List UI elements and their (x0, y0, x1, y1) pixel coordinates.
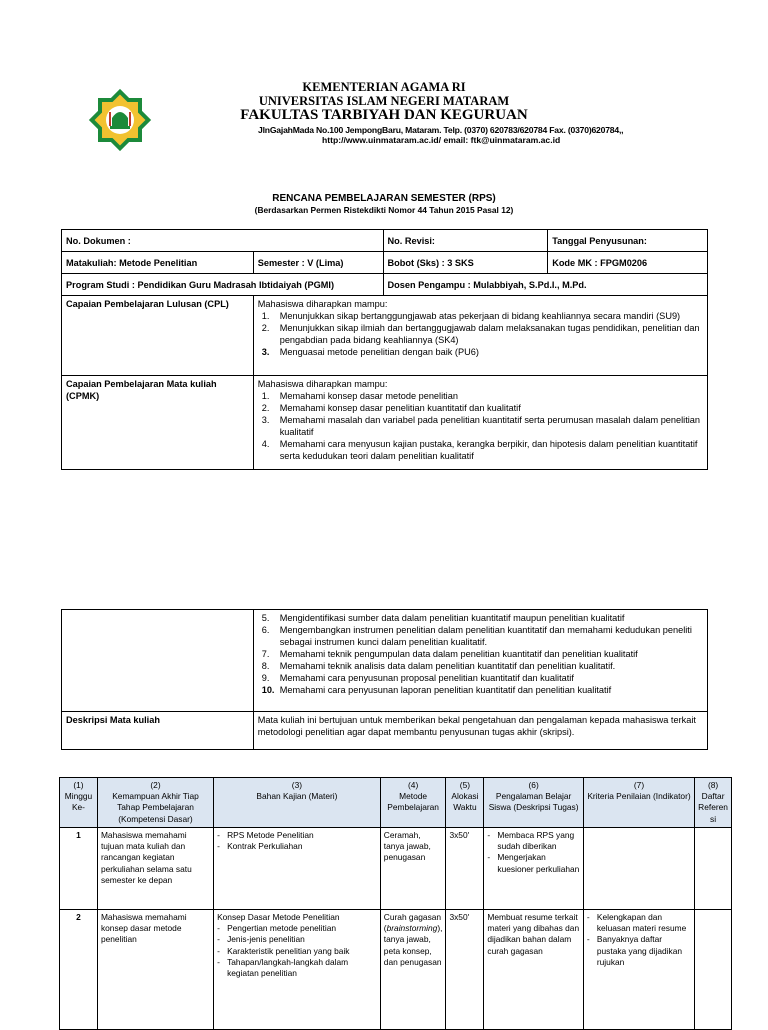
document-subtitle: (Berdasarkan Permen Ristekdikti Nomor 44 Tahun 2015 Pasal 12) (254, 205, 514, 215)
list-item: - Kelengkapan dan keluasan materi resume (586, 912, 687, 934)
header-metode: (4) Metode Pembelajaran (380, 778, 446, 828)
list-item: 2. Menunjukkan sikap ilmiah dan bertanggugjawab dalam melaksanakan tugas pendidikan, penelitian dan pengabdian pada bidang keahliannya (SK4) (261, 323, 700, 345)
alokasi-cell: 3x50' (449, 912, 470, 922)
list-item: - Banyaknya daftar pustaka yang dijadikan rujukan (586, 934, 683, 967)
dosen-pengampu-label: Dosen Pengampu : Mulabbiyah, S.Pd.I., M.Pd. (387, 279, 587, 290)
list-item: 10. Memahami cara penyusunan laporan penelitian kuantitatif dan penelitian kualitatif (261, 685, 612, 695)
cpl-list (258, 310, 703, 358)
no-revisi-label: No. Revisi: (387, 235, 435, 246)
header-kriteria: (7) Kriteria Penilaian (Indikator) (583, 778, 694, 828)
bahan-list (217, 923, 377, 979)
faculty-web: http://www.uinmataram.ac.id/ email: ftk@uinmataram.ac.id (322, 135, 561, 145)
list-item: - Jenis-jenis penelitian (217, 934, 305, 945)
course-info-table (61, 229, 708, 470)
list-item: - Karakteristik penelitian yang baik (217, 945, 350, 956)
bobot-label: Bobot (Sks) : 3 SKS (387, 257, 474, 268)
list-item: - Kontrak Perkuliahan (217, 841, 303, 852)
cpl-label: Capaian Pembelajaran Lulusan (CPL) (66, 299, 229, 309)
list-item: 3. Menguasai metode penelitian dengan baik (PU6) (261, 347, 479, 357)
minggu-cell: 2 (76, 912, 81, 922)
university-name: UNIVERSITAS ISLAM NEGERI MATARAM (258, 94, 510, 108)
ministry-name: KEMENTERIAN AGAMA RI (302, 80, 466, 94)
tanggal-penyusunan-label: Tanggal Penyusunan: (552, 235, 647, 246)
list-item: - Membaca RPS yang sudah diberikan (487, 830, 575, 852)
faculty-name: FAKULTAS TARBIYAH DAN KEGURUAN (240, 107, 528, 123)
kemampuan-cell: Mahasiswa memahami konsep dasar metode penelitian (100, 912, 187, 945)
rps-weekly-table (59, 777, 732, 1030)
metode-cell: Ceramah, tanya jawab, penugasan (383, 830, 431, 863)
table-row (60, 828, 732, 910)
list-item: 1. Memahami konsep dasar metode penelitian (261, 391, 458, 401)
list-item: 4. Memahami cara menyusun kajian pustaka, kerangka berpikir, dan hipotesis dalam penelitian kuantitatif serta kedudukan teori dalam penelitian kualitatif (261, 439, 698, 461)
list-item: 1. Menunjukkan sikap bertanggungjawab atas pekerjaan di bidang keahliannya secara mandiri (SU9) (261, 311, 681, 321)
faculty-address: JlnGajahMada No.100 JempongBaru, Mataram. Telp. (0370) 620783/620784 Fax. (0370)620784,, (258, 125, 624, 135)
metode-cell: Curah gagasan (brainstorming), tanya jawab, peta konsep, dan penugasan (380, 910, 446, 1030)
list-item: - Tahapan/langkah-langkah dalam kegiatan penelitian (217, 956, 349, 979)
document-title: RENCANA PEMBELAJARAN SEMESTER (RPS) (272, 193, 496, 204)
header-kemampuan: (2) Kemampuan Akhir Tiap Tahap Pembelajaran (Kompetensi Dasar) (97, 778, 213, 828)
kode-mk-label: Kode MK : FPGM0206 (552, 257, 648, 268)
pengalaman-list (487, 830, 579, 875)
cpmk-list (258, 390, 703, 462)
cpmk-continuation-table (61, 609, 708, 750)
no-dokumen-label: No. Dokumen : (66, 235, 131, 246)
matakuliah-label: Matakuliah: Metode Penelitian (66, 257, 198, 268)
bahan-intro: Konsep Dasar Metode Penelitian (217, 912, 340, 922)
deskripsi-label: Deskripsi Mata kuliah (66, 715, 160, 725)
header-referensi: (8) Daftar Referen si (695, 778, 732, 828)
list-item: 9. Memahami cara penyusunan proposal penelitian kuantitatif dan kualitatif (261, 673, 574, 683)
bahan-list (217, 830, 377, 852)
list-item: - RPS Metode Penelitian (217, 830, 314, 840)
cpmk-intro: Mahasiswa diharapkan mampu: (257, 379, 388, 389)
minggu-cell: 1 (76, 830, 81, 840)
header-minggu: (1) Minggu Ke- (60, 778, 98, 828)
list-item: - Pengertian metode penelitian (217, 923, 337, 934)
cpmk-list-continued (258, 612, 703, 696)
program-studi-label: Program Studi : Pendidikan Guru Madrasah Ibtidaiyah (PGMI) (66, 279, 335, 290)
semester-label: Semester : V (Lima) (257, 257, 344, 268)
list-item: 2. Memahami konsep dasar penelitian kuantitatif dan kualitatif (261, 403, 521, 413)
list-item: 8. Memahami teknik analisis data dalam penelitian kuantitatif dan penelitian kualitatif. (261, 661, 616, 671)
list-item: 6. Mengembangkan instrumen penelitian dalam penelitian kuantitatif dan memahami kedudukan peneliti sebagai instrumen kunci dalam penelitian kualitatif. (261, 625, 692, 647)
header-bahan: (3) Bahan Kajian (Materi) (214, 778, 381, 828)
list-item: 7. Memahami teknik pengumpulan data dalam penelitian kuantitatif dan penelitian kualitatif (261, 649, 638, 659)
kriteria-list (587, 912, 691, 968)
list-item: 5. Mengidentifikasi sumber data dalam penelitian kuantitatif maupun penelitian kualitatif (261, 613, 625, 623)
pengalaman-cell: Membuat resume terkait materi yang dibahas dan dijadikan bahan dalam curah gagasan (487, 912, 580, 956)
cpl-intro: Mahasiswa diharapkan mampu: (257, 299, 388, 309)
alokasi-cell: 3x50' (449, 830, 470, 840)
header-pengalaman: (6) Pengalaman Belajar Siswa (Deskripsi Tugas) (484, 778, 583, 828)
deskripsi-text: Mata kuliah ini bertujuan untuk memberikan bekal pengetahuan dan pengalaman kepada mahasiswa terkait metodologi penelitian agar dapat membantu penyusunan tugas akhir (skripsi). (257, 715, 696, 737)
list-item: 3. Memahami masalah dan variabel pada penelitian kuantitatif serta perumusan masalah dalam penelitian kualitatif (261, 415, 701, 437)
list-item: - Mengerjakan kuesioner perkuliahan (487, 852, 580, 874)
cpmk-label: Capaian Pembelajaran Mata kuliah (CPMK) (66, 379, 217, 401)
table-row (60, 910, 732, 1030)
kemampuan-cell: Mahasiswa memahami tujuan mata kuliah dan rancangan kegiatan perkuliahan selama satu semester ke depan (100, 830, 192, 885)
header-alokasi: (5) Alokasi Waktu (446, 778, 484, 828)
